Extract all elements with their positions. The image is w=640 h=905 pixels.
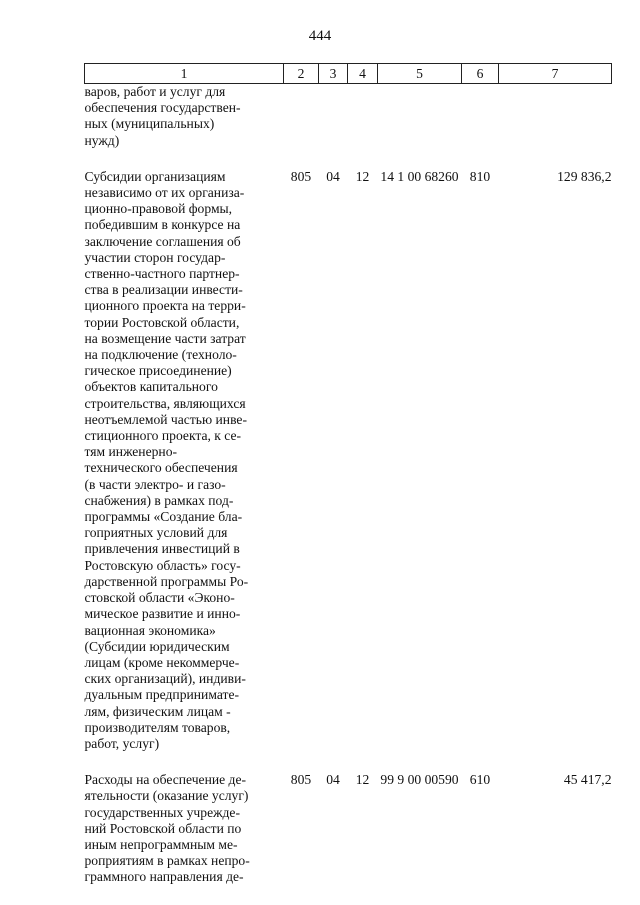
budget-table [84, 63, 612, 886]
text-line: на возмещение части затрат [84, 330, 246, 346]
text-line: Субсидии организациям [84, 168, 226, 184]
header-col-5: 5 [378, 64, 462, 84]
text-line: ственно-частного партнер- [84, 266, 240, 282]
header-row [85, 64, 612, 84]
text-line: стовской области «Эконо- [84, 590, 235, 606]
text-line: стиционного проекта, к се- [84, 428, 242, 444]
text-line: иным непрограммным ме- [84, 836, 238, 852]
text-line: государственных учрежде- [84, 804, 240, 820]
text-line: ятельности (оказание услуг) [84, 788, 249, 804]
text-line: ства в реализации инвести- [84, 282, 243, 298]
text-line: мическое развитие и инно- [84, 606, 241, 622]
text-line: вационная экономика» [84, 622, 216, 638]
continuation-row [85, 84, 612, 149]
text-line: дуальным предпринимате- [84, 687, 240, 703]
text-line: привлечения инвестиций в [84, 541, 240, 557]
cell-amount: 129 836,2 [557, 168, 612, 184]
text-line: ционно-правовой формы, [84, 201, 233, 217]
header-col-3: 3 [319, 64, 348, 84]
text-line: ских организаций), индиви- [84, 671, 246, 687]
text-line: дарственной программы Ро- [84, 573, 249, 589]
cell-subsection: 12 [355, 168, 370, 184]
text-line: участии сторон государ- [84, 249, 226, 265]
header-col-7: 7 [499, 64, 612, 84]
text-line: ных (муниципальных) [84, 116, 215, 132]
table-row [85, 772, 612, 885]
text-line: программы «Создание бла- [84, 509, 243, 525]
text-line: ционного проекта на терри- [84, 298, 246, 314]
text-line: (в части электро- и газо- [84, 476, 226, 492]
header-col-1: 1 [85, 64, 284, 84]
cell-ministry-code: 805 [290, 772, 312, 788]
text-line: Ростовскую область» госу- [84, 557, 241, 573]
text-line: строительства, являющихся [84, 395, 246, 411]
cell-subsection: 12 [355, 772, 370, 788]
table-row [85, 169, 612, 752]
text-line: заключение соглашения об [84, 233, 241, 249]
text-line: Расходы на обеспечение де- [84, 772, 247, 788]
text-line: объектов капитального [84, 379, 218, 395]
text-line: на подключение (техноло- [84, 347, 237, 363]
text-line: независимо от их организа- [84, 185, 245, 201]
text-line: победившим в конкурсе на [84, 217, 241, 233]
text-line: тории Ростовской области, [84, 314, 240, 330]
text-line: ний Ростовской области по [84, 820, 242, 836]
text-line: тям инженерно- [84, 444, 178, 460]
cell-expense-type: 810 [469, 168, 491, 184]
row-description [85, 772, 284, 885]
header-col-2: 2 [284, 64, 319, 84]
cell-ministry-code: 805 [290, 168, 312, 184]
text-line: варов, работ и услуг для [84, 84, 226, 99]
text-line: технического обеспечения [84, 460, 238, 476]
text-line: работ, услуг) [84, 735, 160, 751]
text-line: лицам (кроме некоммерче- [84, 654, 240, 670]
text-line: нужд) [84, 132, 120, 148]
cell-target-article: 14 1 00 68260 [380, 168, 459, 184]
cell-target-article: 99 9 00 00590 [380, 772, 459, 788]
text-line: гическое присоединение) [84, 363, 232, 379]
text-line: обеспечения государствен- [84, 100, 241, 116]
cell-expense-type: 610 [469, 772, 491, 788]
text-line: роприятиям в рамках непро- [84, 853, 250, 869]
cell-amount: 45 417,2 [563, 772, 612, 788]
cell-section: 04 [326, 168, 340, 184]
page-number: 444 [308, 28, 332, 44]
text-line: неотъемлемой частью инве- [84, 411, 247, 427]
row-description [85, 169, 284, 752]
continuation-description [85, 84, 284, 149]
text-line: граммного направления де- [84, 869, 244, 885]
cell-section: 04 [326, 772, 340, 788]
header-col-6: 6 [462, 64, 499, 84]
text-line: гоприятных условий для [84, 525, 228, 541]
text-line: (Субсидии юридическим [84, 638, 230, 654]
text-line: лям, физическим лицам - [84, 703, 231, 719]
text-line: производителям товаров, [84, 719, 231, 735]
text-line: снабжения) в рамках под- [84, 492, 234, 508]
header-col-4: 4 [348, 64, 378, 84]
